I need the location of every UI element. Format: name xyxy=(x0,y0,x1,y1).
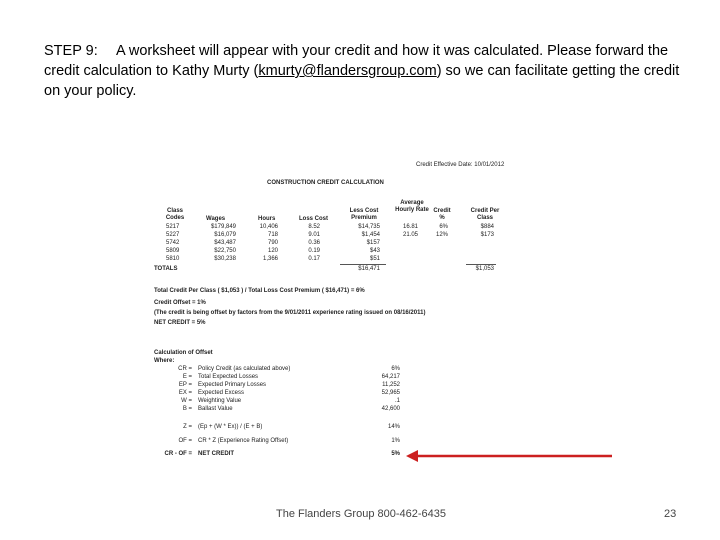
header-hours: Hours xyxy=(258,216,276,222)
totals-rule xyxy=(340,264,386,265)
loss-cost-cell: 0.19 xyxy=(308,248,320,254)
effective-date: Credit Effective Date: 10/01/2012 xyxy=(416,162,505,168)
formula-desc: NET CREDIT xyxy=(198,451,234,457)
class-code: 5227 xyxy=(166,232,180,238)
wages-cell: $16,079 xyxy=(214,232,236,238)
totals-rule xyxy=(466,264,496,265)
class-code: 5217 xyxy=(166,224,180,230)
loss-cost-cell: 0.17 xyxy=(308,256,320,262)
variable-value: 52,965 xyxy=(381,390,400,396)
premium-cell: $157 xyxy=(366,240,380,246)
variable-value: 11,252 xyxy=(382,382,400,388)
variable-desc: Expected Excess xyxy=(198,390,245,396)
header-class-codes: Class Codes xyxy=(165,208,185,221)
worksheet-scan xyxy=(148,158,520,464)
footer-company: The Flanders Group 800-462-6435 xyxy=(276,508,446,520)
net-credit: NET CREDIT = 5% xyxy=(154,320,206,326)
totals-label: TOTALS xyxy=(154,266,178,272)
formula-value: 1% xyxy=(391,438,400,444)
variable-symbol: EX = xyxy=(178,390,192,396)
variable-symbol: EP = xyxy=(178,382,192,388)
premium-cell: $14,735 xyxy=(358,224,380,230)
rate-cell: 16.81 xyxy=(402,224,418,230)
formula-value: 5% xyxy=(391,451,400,457)
header-average-hourly-rate: Average Hourly Rate xyxy=(395,200,429,213)
premium-cell: $1,454 xyxy=(361,232,380,238)
variable-value: .1 xyxy=(394,398,400,404)
header-credit-pct: Credit % xyxy=(433,208,451,221)
arrow-head xyxy=(406,450,418,462)
variable-symbol: W = xyxy=(181,398,192,404)
step-instructions xyxy=(44,41,694,101)
credit-offset: Credit Offset = 1% xyxy=(154,300,206,306)
variable-desc: Weighting Value xyxy=(198,398,242,404)
class-code: 5809 xyxy=(166,248,180,254)
formula-symbol: CR - OF = xyxy=(164,451,192,457)
variable-value: 42,600 xyxy=(381,406,400,412)
where-label: Where: xyxy=(154,358,175,364)
total-credit-formula: Total Credit Per Class ( $1,053 ) / Total Loss Cost Premium ( $16,471) = 6% xyxy=(154,288,365,294)
hours-cell: 1,366 xyxy=(262,256,278,262)
premium-cell: $43 xyxy=(369,248,380,254)
variable-desc: Total Expected Losses xyxy=(198,374,259,380)
red-arrow-icon xyxy=(404,448,616,464)
class-code: 5742 xyxy=(166,240,180,246)
header-credit-per-class: Credit Per Class xyxy=(470,208,500,221)
header-loss-cost-premium: Less Cost Premium xyxy=(349,208,379,221)
credit-cell: 12% xyxy=(435,232,448,238)
totals-credit: $1,053 xyxy=(475,266,494,272)
formula-desc: (Ep + (W * Ex)) / (E + B) xyxy=(198,424,263,430)
calculation-title: Calculation of Offset xyxy=(154,350,213,356)
wages-cell: $22,750 xyxy=(214,248,236,254)
formula-symbol: OF = xyxy=(178,438,192,444)
formula-desc: CR * Z (Experience Rating Offset) xyxy=(198,438,289,444)
header-wages: Wages xyxy=(206,216,226,222)
page-number: 23 xyxy=(664,508,677,520)
hours-cell: 10,406 xyxy=(259,224,278,230)
offset-note: (The credit is being offset by factors from the 9/01/2011 experience rating issued on 08/16/2011) xyxy=(154,310,426,316)
instruction-text-before: A worksheet will appear with your credit and how it was calculated. Please forward the credit calculation to Kathy Murty ( xyxy=(44,43,669,79)
wages-cell: $30,238 xyxy=(214,256,236,262)
rate-cell: 21.05 xyxy=(402,232,418,238)
wages-cell: $179,849 xyxy=(210,224,236,230)
loss-cost-cell: 8.52 xyxy=(308,224,320,230)
wages-cell: $43,487 xyxy=(214,240,236,246)
variable-desc: Expected Primary Losses xyxy=(198,382,267,388)
email-link[interactable]: kmurty@flandersgroup.com xyxy=(258,63,437,79)
variable-desc: Ballast Value xyxy=(198,406,233,412)
totals-premium: $16,471 xyxy=(358,266,380,272)
credit-cell: 6% xyxy=(439,224,448,230)
variable-value: 64,217 xyxy=(381,374,400,380)
loss-cost-cell: 0.36 xyxy=(308,240,320,246)
variable-symbol: B = xyxy=(182,406,192,412)
variable-symbol: CR = xyxy=(178,366,192,372)
step-label: STEP 9: xyxy=(44,43,98,59)
formula-symbol: Z = xyxy=(183,424,192,430)
loss-cost-cell: 9.01 xyxy=(308,232,320,238)
formula-value: 14% xyxy=(387,424,400,430)
instruction-text-after: ) so we can facilitate getting the credit on your policy. xyxy=(44,63,680,99)
hours-cell: 120 xyxy=(267,248,278,254)
header-loss-cost: Loss Cost xyxy=(299,216,329,222)
variable-desc: Policy Credit (as calculated above) xyxy=(198,366,291,372)
worksheet-title: CONSTRUCTION CREDIT CALCULATION xyxy=(267,180,384,186)
per-class-cell: $884 xyxy=(480,224,494,230)
variable-symbol: E = xyxy=(182,374,192,380)
premium-cell: $51 xyxy=(369,256,380,262)
hours-cell: 718 xyxy=(267,232,278,238)
variable-value: 6% xyxy=(391,366,400,372)
class-code: 5810 xyxy=(166,256,180,262)
hours-cell: 790 xyxy=(267,240,278,246)
per-class-cell: $173 xyxy=(480,232,494,238)
